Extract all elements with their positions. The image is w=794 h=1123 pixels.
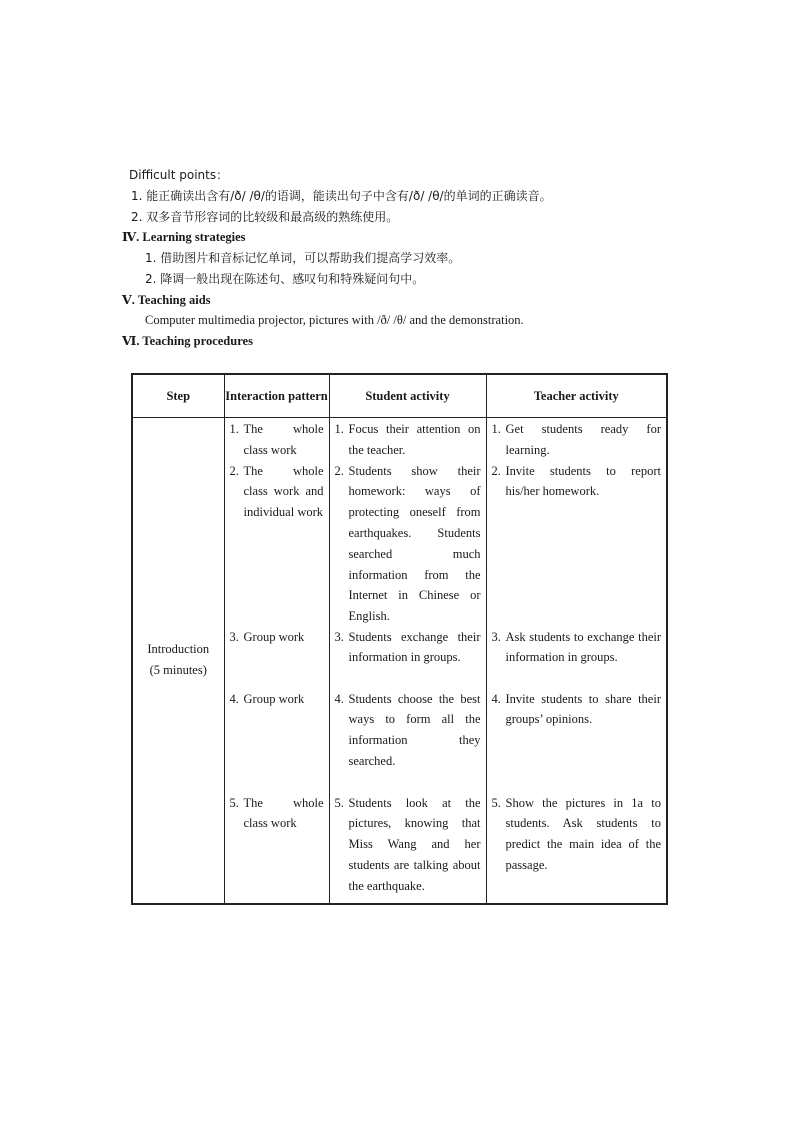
section-heading-teaching-procedures: Ⅵ. Teaching procedures [122,334,253,348]
table-header-row [132,374,667,418]
header-teacher-activity: Teacher activity [486,374,667,418]
header-interaction-pattern: Interaction pattern [224,374,329,418]
section-heading-teaching-aids: Ⅴ. Teaching aids [122,293,211,307]
teacher-activity-cell [486,418,667,904]
list-item: 5. The whole class work [229,795,324,831]
list-item: 4. Group work [229,691,305,706]
list-item: 4. Invite students to share their groups’ opinions. [491,691,661,727]
teaching-aids-text: Computer multimedia projector, pictures with /ð/ /θ/ and the demonstration. [145,313,524,327]
list-item: 2. Students show their homework: ways of protecting oneself from earthquakes. Students searched much information from the Internet in Chinese or English. [334,463,481,624]
list-item: 1. Focus their attention on the teacher. [334,422,481,457]
difficult-points-heading: Difficult points： [129,168,229,182]
learning-strategy-1: 1. 借助图片和音标记忆单词，可以帮助我们提高学习效率。 [145,251,461,265]
list-item: 2. The whole class work and individual work [229,463,324,520]
section-heading-learning-strategies: Ⅳ. Learning strategies [122,230,246,244]
list-item: 1. The whole class work [229,422,324,457]
step-cell [132,418,224,904]
list-item: 3. Group work [229,629,305,644]
header-step: Step [132,374,224,418]
list-item: 3. Ask students to exchange their information in groups. [491,629,661,665]
list-item: 1. Get students ready for learning. [491,422,661,457]
list-item: 5. Show the pictures in 1a to students. Ask students to predict the main idea of the passage. [491,795,661,872]
learning-strategy-2: 2. 降调一般出现在陈述句、感叹句和特殊疑问句中。 [145,272,425,286]
table-row [132,418,667,904]
list-item: 5. Students look at the pictures, knowing that Miss Wang and her students are talking about the earthquake. [334,795,481,893]
difficult-point-1: 1. 能正确读出含有/ð/ /θ/的语调，能读出句子中含有/ð/ /θ/的单词的正确读音。 [131,189,552,203]
student-activity-cell [329,418,486,904]
list-item: 3. Students exchange their information in groups. [334,629,481,665]
list-item: 4. Students choose the best ways to form all the information they searched. [334,691,481,768]
step-label: Introduction (5 minutes) [147,642,210,678]
teaching-procedures-table [131,373,668,905]
header-student-activity: Student activity [329,374,486,418]
interaction-cell [224,418,329,904]
list-item: 2. Invite students to report his/her homework. [491,463,661,499]
difficult-point-2: 2. 双多音节形容词的比较级和最高级的熟练使用。 [131,210,399,224]
